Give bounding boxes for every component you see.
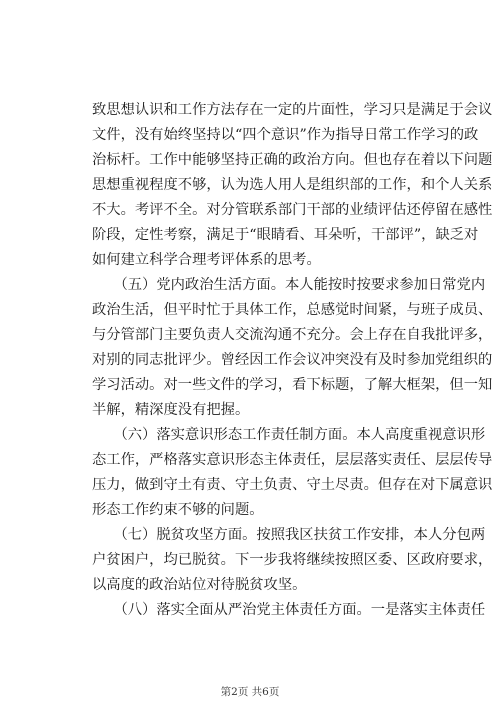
text-line: 户贫困户，均已脱贫。下一步我将继续按照区委、区政府要求， xyxy=(92,552,493,568)
text-line: 政治生活，但平时忙于具体工作，总感觉时间紧，与班子成员、 xyxy=(92,302,493,318)
text-line: （六）落实意识形态工作责任制方面。本人高度重视意识形 xyxy=(92,427,486,443)
text-line: （八）落实全面从严治党主体责任方面。一是落实主体责任 xyxy=(92,602,486,618)
text-line: 压力，做到守土有责、守土负责、守土尽责。但存在对下属意识 xyxy=(92,477,493,493)
page-number-footer: 第2页 共6页 xyxy=(220,686,280,698)
text-line: 治标杆。工作中能够坚持正确的政治方向。但也存在着以下问题 xyxy=(92,152,493,168)
text-line: 如何建立科学合理考评体系的思考。 xyxy=(92,252,321,268)
text-line: 思想重视程度不够，认为选人用人是组织部的工作，和个人关系 xyxy=(92,177,493,193)
text-line: 态工作，严格落实意识形态主体责任，层层落实责任、层层传导 xyxy=(92,452,493,468)
text-line: 半解，精深度没有把握。 xyxy=(92,402,250,418)
text-line: 不大。考评不全。对分管联系部门干部的业绩评估还停留在感性 xyxy=(92,202,493,218)
text-line: 与分管部门主要负责人交流沟通不充分。会上存在自我批评多， xyxy=(92,327,493,343)
text-line: （五）党内政治生活方面。本人能按时按要求参加日常党内 xyxy=(92,277,486,293)
text-line: 以高度的政治站位对待脱贫攻坚。 xyxy=(92,577,307,593)
text-line: 对别的同志批评少。曾经因工作会议冲突没有及时参加党组织的 xyxy=(92,352,493,368)
text-line: 致思想认识和工作方法存在一定的片面性，学习只是满足于会议 xyxy=(92,102,493,118)
text-line: 形态工作约束不够的问题。 xyxy=(92,502,264,518)
text-line: 阶段，定性考察，满足于“眼睛看、耳朵听，干部评”，缺乏对 xyxy=(92,227,479,243)
text-line: 学习活动。对一些文件的学习，看下标题，了解大框架，但一知 xyxy=(92,377,493,393)
text-line: （七）脱贫攻坚方面。按照我区扶贫工作安排，本人分包两 xyxy=(92,527,486,543)
document-body xyxy=(92,98,493,623)
text-line: 文件，没有始终坚持以“四个意识”作为指导日常工作学习的政 xyxy=(92,127,479,143)
